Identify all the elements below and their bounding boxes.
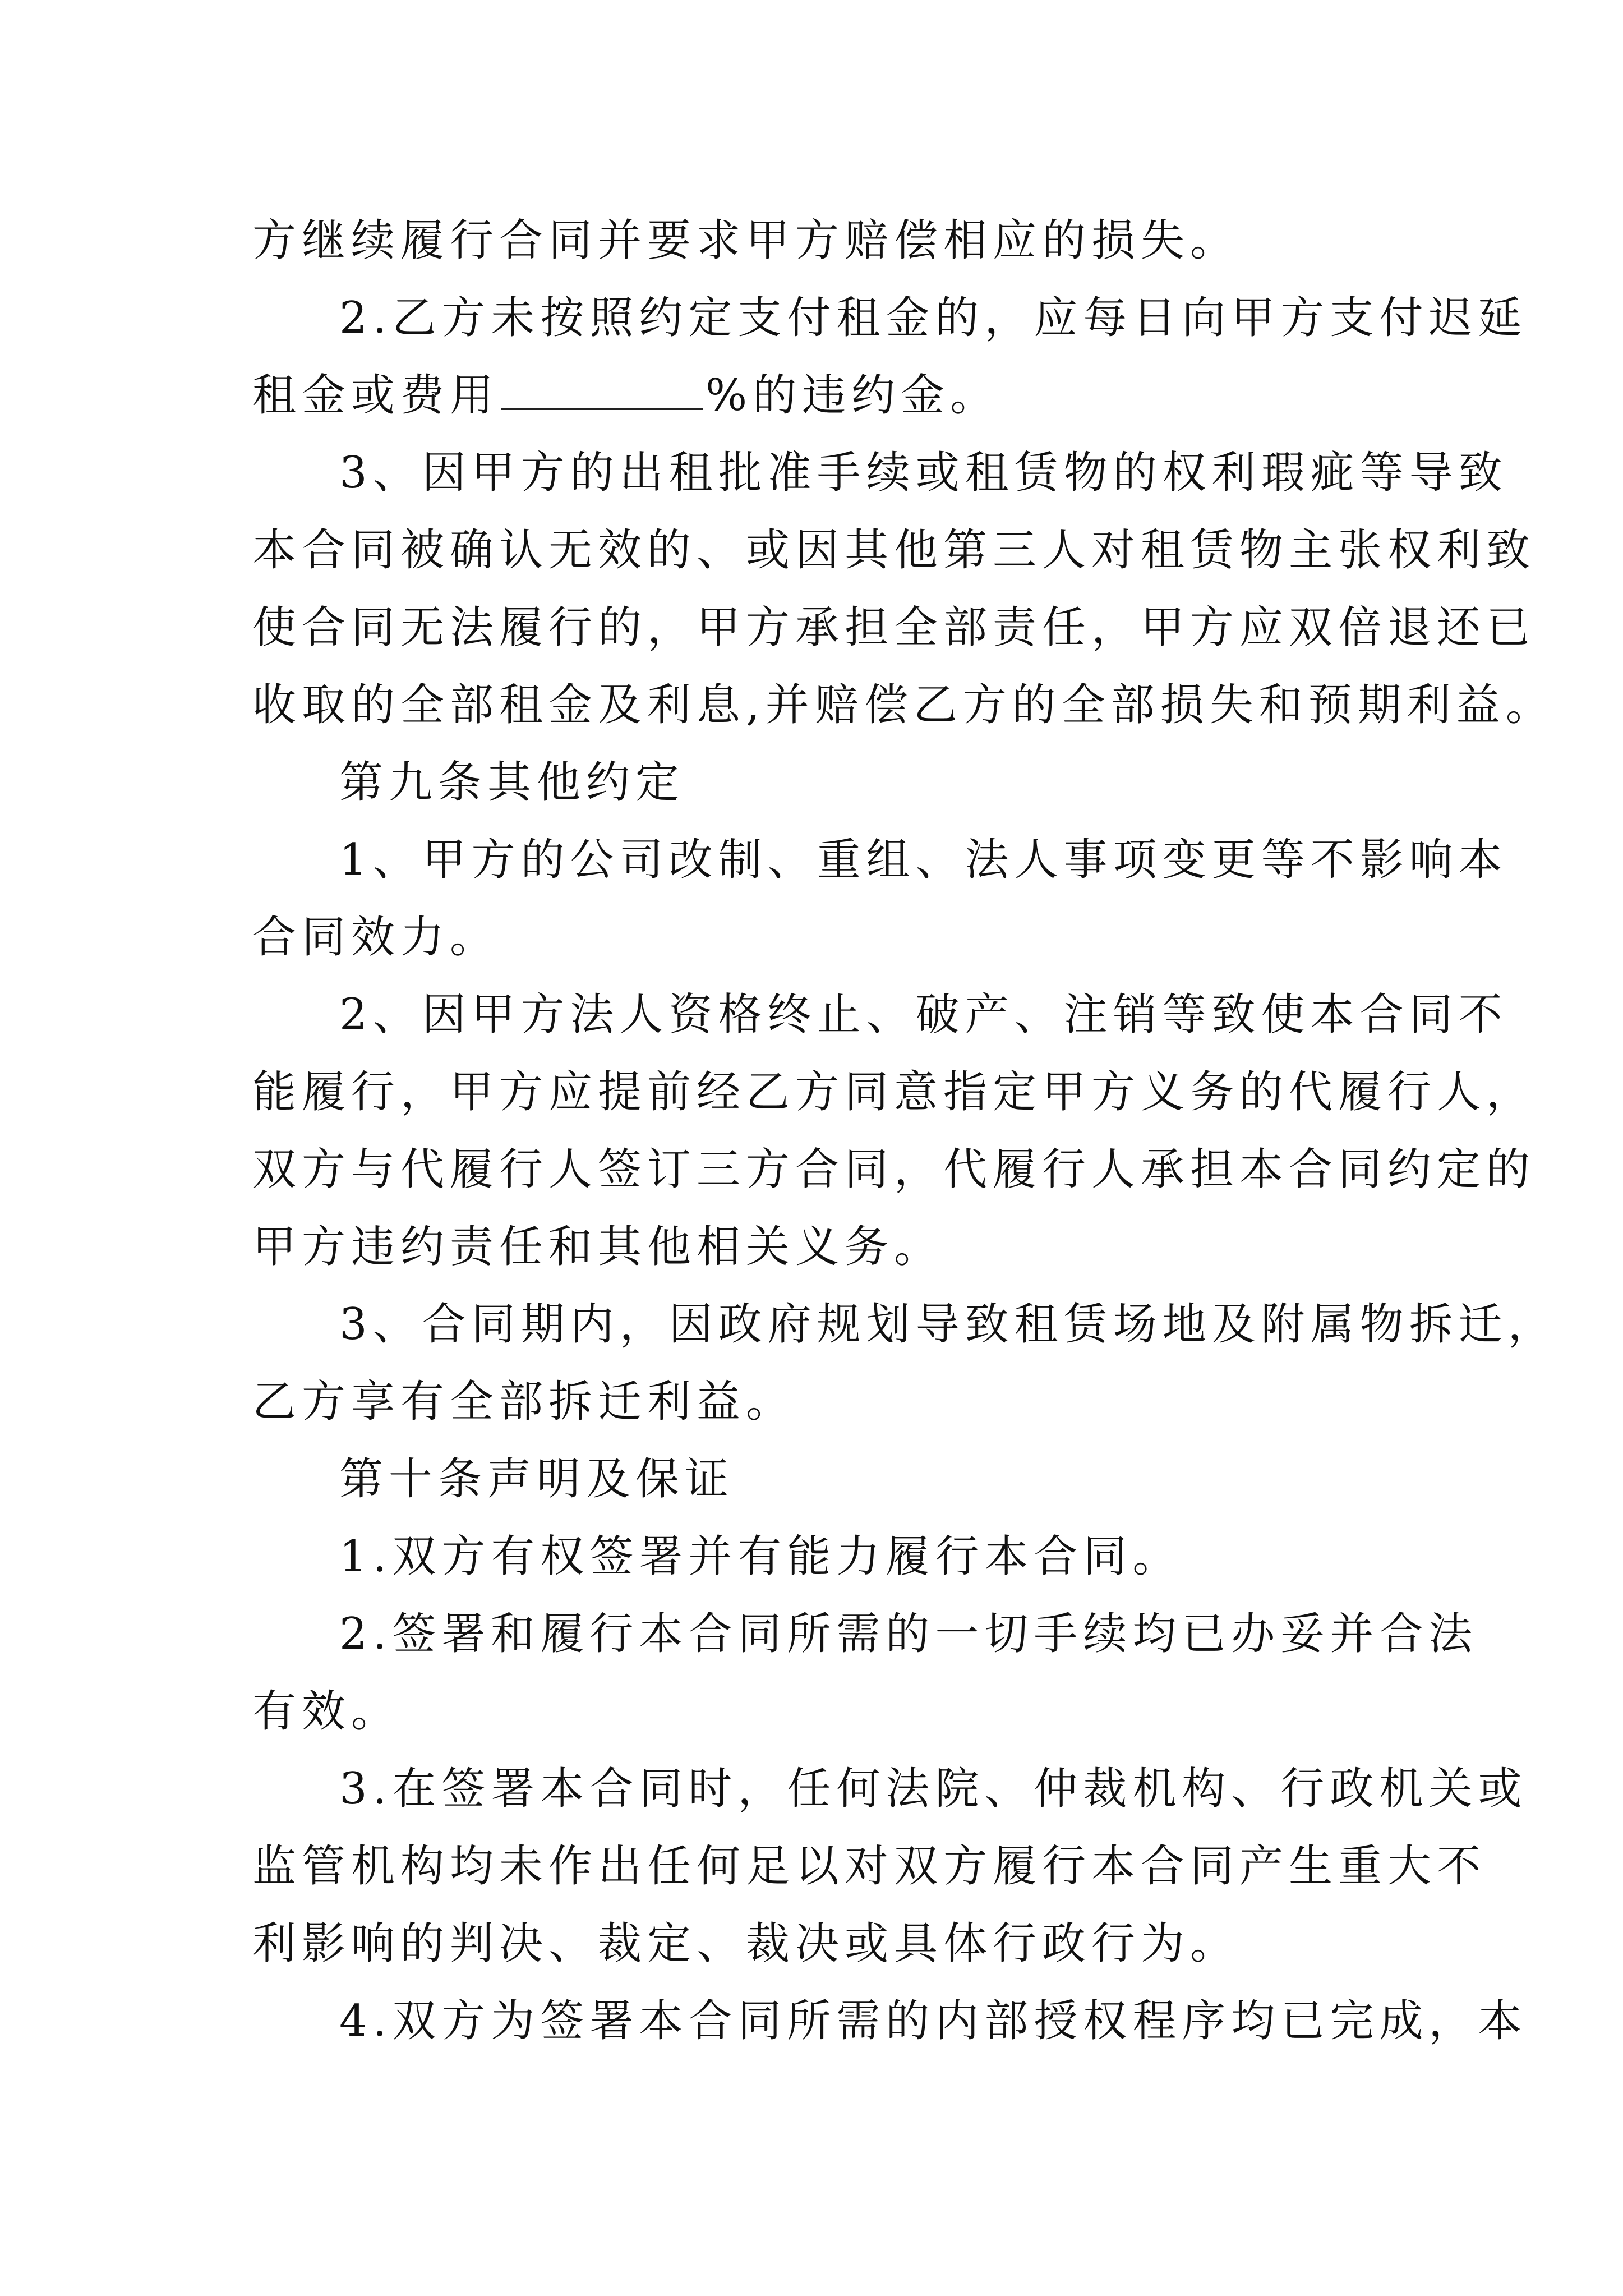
text-line: 双方与代履行人签订三方合同，代履行人承担本合同约定的 (252, 1144, 1536, 1195)
article-10-item-2: 2.签署和履行本合同所需的一切手续均已办妥并合法 (339, 1609, 1478, 1659)
text-line: 合同效力。 (252, 912, 500, 963)
penalty-suffix: %的违约金。 (706, 370, 1000, 421)
penalty-rate-line (252, 357, 1380, 434)
penalty-rate-blank[interactable] (501, 369, 703, 410)
article-10-item-4: 4.双方为签署本合同所需的内部授权程序均已完成，本 (339, 1996, 1528, 2046)
document-body (252, 202, 1557, 2060)
text-line: 乙方享有全部拆迁利益。 (252, 1377, 796, 1427)
article-9-heading: 第九条其他约定 (339, 757, 685, 808)
text-line: 使合同无法履行的，甲方承担全部责任，甲方应双倍退还已 (252, 602, 1536, 653)
article-9-item-2: 2、因甲方法人资格终止、破产、注销等致使本合同不 (339, 990, 1508, 1040)
text-line: 本合同被确认无效的、或因其他第三人对租赁物主张权利致 (252, 525, 1536, 576)
clause-3-line: 3、因甲方的出租批准手续或租赁物的权利瑕疵等导致 (339, 448, 1508, 498)
article-9-item-1: 1、甲方的公司改制、重组、法人事项变更等不影响本 (339, 835, 1508, 885)
text-line: 有效。 (252, 1686, 401, 1737)
clause-2-line: 2.乙方未按照约定支付租金的，应每日向甲方支付迟延 (339, 293, 1528, 343)
article-10-item-1: 1.双方有权签署并有能力履行本合同。 (339, 1531, 1182, 1582)
text-line: 方继续履行合同并要求甲方赔偿相应的损失。 (252, 215, 1240, 266)
article-9-item-3: 3、合同期内，因政府规划导致租赁场地及附属物拆迁， (339, 1299, 1557, 1350)
article-10-item-3: 3.在签署本合同时，任何法院、仲裁机构、行政机关或 (339, 1764, 1528, 1814)
text-line: 监管机构均未作出任何足以对双方履行本合同产生重大不 (252, 1841, 1487, 1892)
article-10-heading: 第十条声明及保证 (339, 1454, 735, 1504)
text-line: 能履行，甲方应提前经乙方同意指定甲方义务的代履行人， (252, 1067, 1536, 1117)
text-line: 甲方违约责任和其他相关义务。 (252, 1222, 944, 1272)
text-line: 收取的全部租金及利息,并赔偿乙方的全部损失和预期利益。 (252, 680, 1555, 730)
text-line: 利影响的判决、裁定、裁决或具体行政行为。 (252, 1918, 1240, 1969)
penalty-label: 租金或费用 (252, 370, 500, 421)
